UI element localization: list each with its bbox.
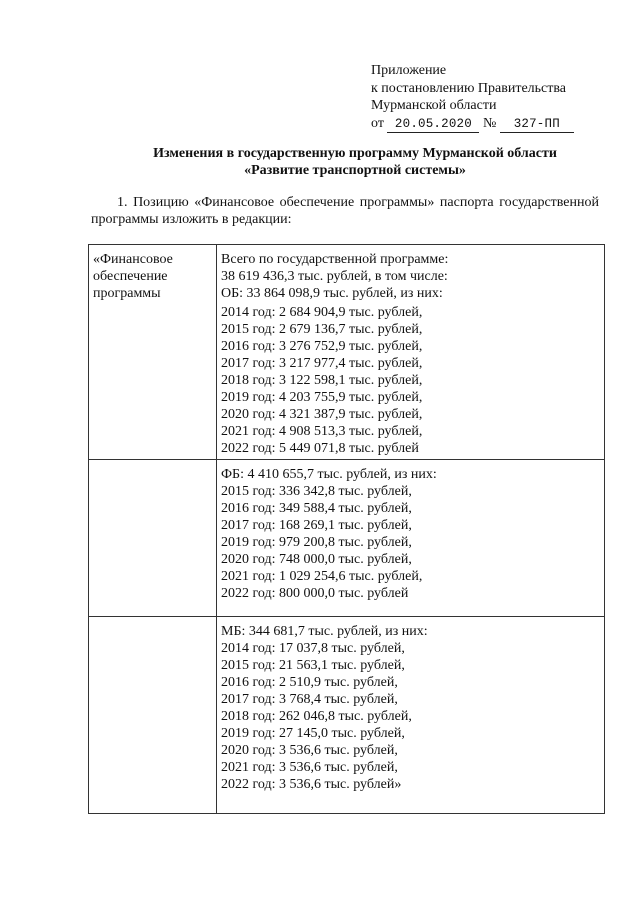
decree-number: 327-ПП — [500, 117, 574, 133]
ob-cell — [217, 245, 605, 460]
ob-head: ОБ: 33 864 098,9 тыс. рублей, из них: — [221, 286, 443, 301]
appendix-region: Мурманской области — [371, 98, 497, 113]
year-line: 2015 год: 2 679 136,7 тыс. рублей, — [221, 322, 423, 337]
fb-cell — [217, 460, 605, 617]
empty-label-cell — [89, 460, 217, 617]
table-row — [89, 460, 605, 617]
instruction-paragraph: 1. Позицию «Финансовое обеспечение программы» паспорта государственной программы изложить в редакции: — [91, 195, 599, 227]
year-line: 2017 год: 3 768,4 тыс. рублей, — [221, 692, 398, 707]
total-line: Всего по государственной программе: — [221, 252, 449, 267]
year-line: 2022 год: 5 449 071,8 тыс. рублей — [221, 441, 419, 456]
title-line-2: «Развитие транспортной системы» — [244, 162, 466, 178]
financing-table — [88, 244, 605, 814]
year-line: 2018 год: 3 122 598,1 тыс. рублей, — [221, 373, 423, 388]
mb-cell — [217, 617, 605, 814]
label-line: программы — [93, 286, 161, 301]
year-line: 2017 год: 168 269,1 тыс. рублей, — [221, 518, 412, 533]
table-row — [89, 617, 605, 814]
total-line: 38 619 436,3 тыс. рублей, в том числе: — [221, 269, 448, 284]
appendix-ref: к постановлению Правительства — [371, 80, 567, 96]
year-line: 2022 год: 800 000,0 тыс. рублей — [221, 586, 409, 601]
fb-head: ФБ: 4 410 655,7 тыс. рублей, из них: — [221, 467, 437, 482]
appendix-title: Приложение — [371, 63, 447, 78]
year-line: 2016 год: 3 276 752,9 тыс. рублей, — [221, 339, 423, 354]
mb-head: МБ: 344 681,7 тыс. рублей, из них: — [221, 624, 428, 639]
empty-label-cell — [89, 617, 217, 814]
year-line: 2016 год: 349 588,4 тыс. рублей, — [221, 501, 412, 516]
year-line: 2018 год: 262 046,8 тыс. рублей, — [221, 709, 412, 724]
table-row — [89, 245, 605, 460]
year-line: 2017 год: 3 217 977,4 тыс. рублей, — [221, 356, 423, 371]
year-line: 2014 год: 2 684 904,9 тыс. рублей, — [221, 305, 423, 320]
decree-date: 20.05.2020 — [387, 117, 479, 133]
year-line: 2021 год: 4 908 513,3 тыс. рублей, — [221, 424, 423, 439]
year-line: 2019 год: 979 200,8 тыс. рублей, — [221, 535, 412, 550]
title-line-1: Изменения в государственную программу Мурманской области — [153, 146, 557, 161]
document-title — [60, 146, 640, 179]
year-line: 2019 год: 27 145,0 тыс. рублей, — [221, 726, 405, 741]
year-line: 2020 год: 3 536,6 тыс. рублей, — [221, 743, 398, 758]
appendix-block — [371, 62, 574, 133]
year-line: 2021 год: 1 029 254,6 тыс. рублей, — [221, 569, 423, 584]
number-prefix: № — [482, 115, 497, 131]
year-line: 2019 год: 4 203 755,9 тыс. рублей, — [221, 390, 423, 405]
year-line: 2014 год: 17 037,8 тыс. рублей, — [221, 641, 405, 656]
appendix-date-line — [371, 115, 574, 133]
label-line: «Финансовое — [93, 252, 173, 267]
date-prefix: от — [371, 115, 384, 131]
year-line: 2015 год: 21 563,1 тыс. рублей, — [221, 658, 405, 673]
label-cell — [89, 245, 217, 460]
year-line: 2022 год: 3 536,6 тыс. рублей» — [221, 777, 402, 792]
year-line: 2021 год: 3 536,6 тыс. рублей, — [221, 760, 398, 775]
label-line: обеспечение — [93, 269, 168, 284]
year-line: 2020 год: 4 321 387,9 тыс. рублей, — [221, 407, 423, 422]
year-line: 2016 год: 2 510,9 тыс. рублей, — [221, 675, 398, 690]
year-line: 2015 год: 336 342,8 тыс. рублей, — [221, 484, 412, 499]
year-line: 2020 год: 748 000,0 тыс. рублей, — [221, 552, 412, 567]
